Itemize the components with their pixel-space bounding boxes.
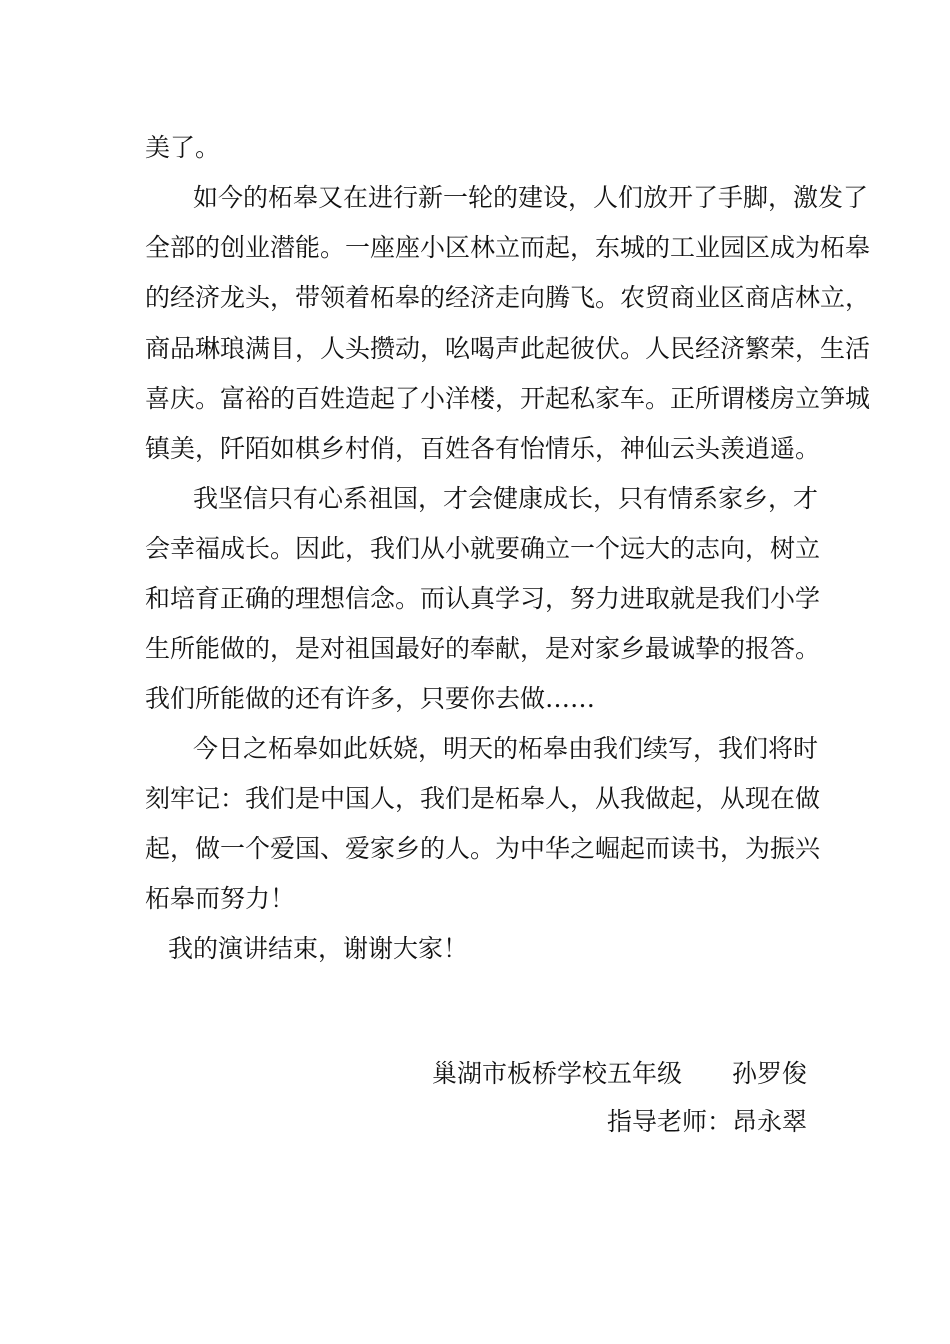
text-line-12: 我们所能做的还有许多，只要你去做……: [145, 684, 596, 713]
text-line-1: 美了。: [145, 133, 221, 162]
text-line-13: 今日之柘皋如此妖娆，明天的柘皋由我们续写，我们将时: [193, 734, 819, 763]
text-line-8: 我坚信只有心系祖国，才会健康成长，只有情系家乡，才: [193, 484, 819, 513]
text-line-5: 商品琳琅满目，人头攒动，吆喝声此起彼伏。人民经济繁荣，生活: [145, 334, 871, 363]
signature-advisor: 指导老师：昂永翠: [606, 1107, 807, 1136]
text-line-11: 生所能做的，是对祖国最好的奉献，是对家乡最诚挚的报答。: [145, 634, 821, 663]
text-line-16: 柘皋而努力！: [145, 884, 296, 913]
text-line-3: 全部的创业潜能。一座座小区林立而起，东城的工业园区成为柘皋: [145, 233, 871, 262]
text-line-9: 会幸福成长。因此，我们从小就要确立一个远大的志向，树立: [145, 534, 821, 563]
text-line-7: 镇美，阡陌如棋乡村俏，百姓各有怡情乐，神仙云头羡逍遥。: [145, 434, 821, 463]
closing-line: 我的演讲结束，谢谢大家！: [168, 934, 469, 963]
signature-author: 巢湖市板桥学校五年级 孙罗俊: [431, 1059, 807, 1088]
text-line-6: 喜庆。富裕的百姓造起了小洋楼，开起私家车。正所谓楼房立笋城: [145, 384, 871, 413]
text-line-10: 和培育正确的理想信念。而认真学习，努力进取就是我们小学: [145, 584, 821, 613]
text-line-14: 刻牢记：我们是中国人，我们是柘皋人，从我做起，从现在做: [145, 784, 821, 813]
text-line-2: 如今的柘皋又在进行新一轮的建设，人们放开了手脚，激发了: [193, 183, 869, 212]
text-line-15: 起，做一个爱国、爱家乡的人。为中华之崛起而读书，为振兴: [145, 834, 821, 863]
text-line-4: 的经济龙头，带领着柘皋的经济走向腾飞。农贸商业区商店林立，: [145, 283, 871, 312]
